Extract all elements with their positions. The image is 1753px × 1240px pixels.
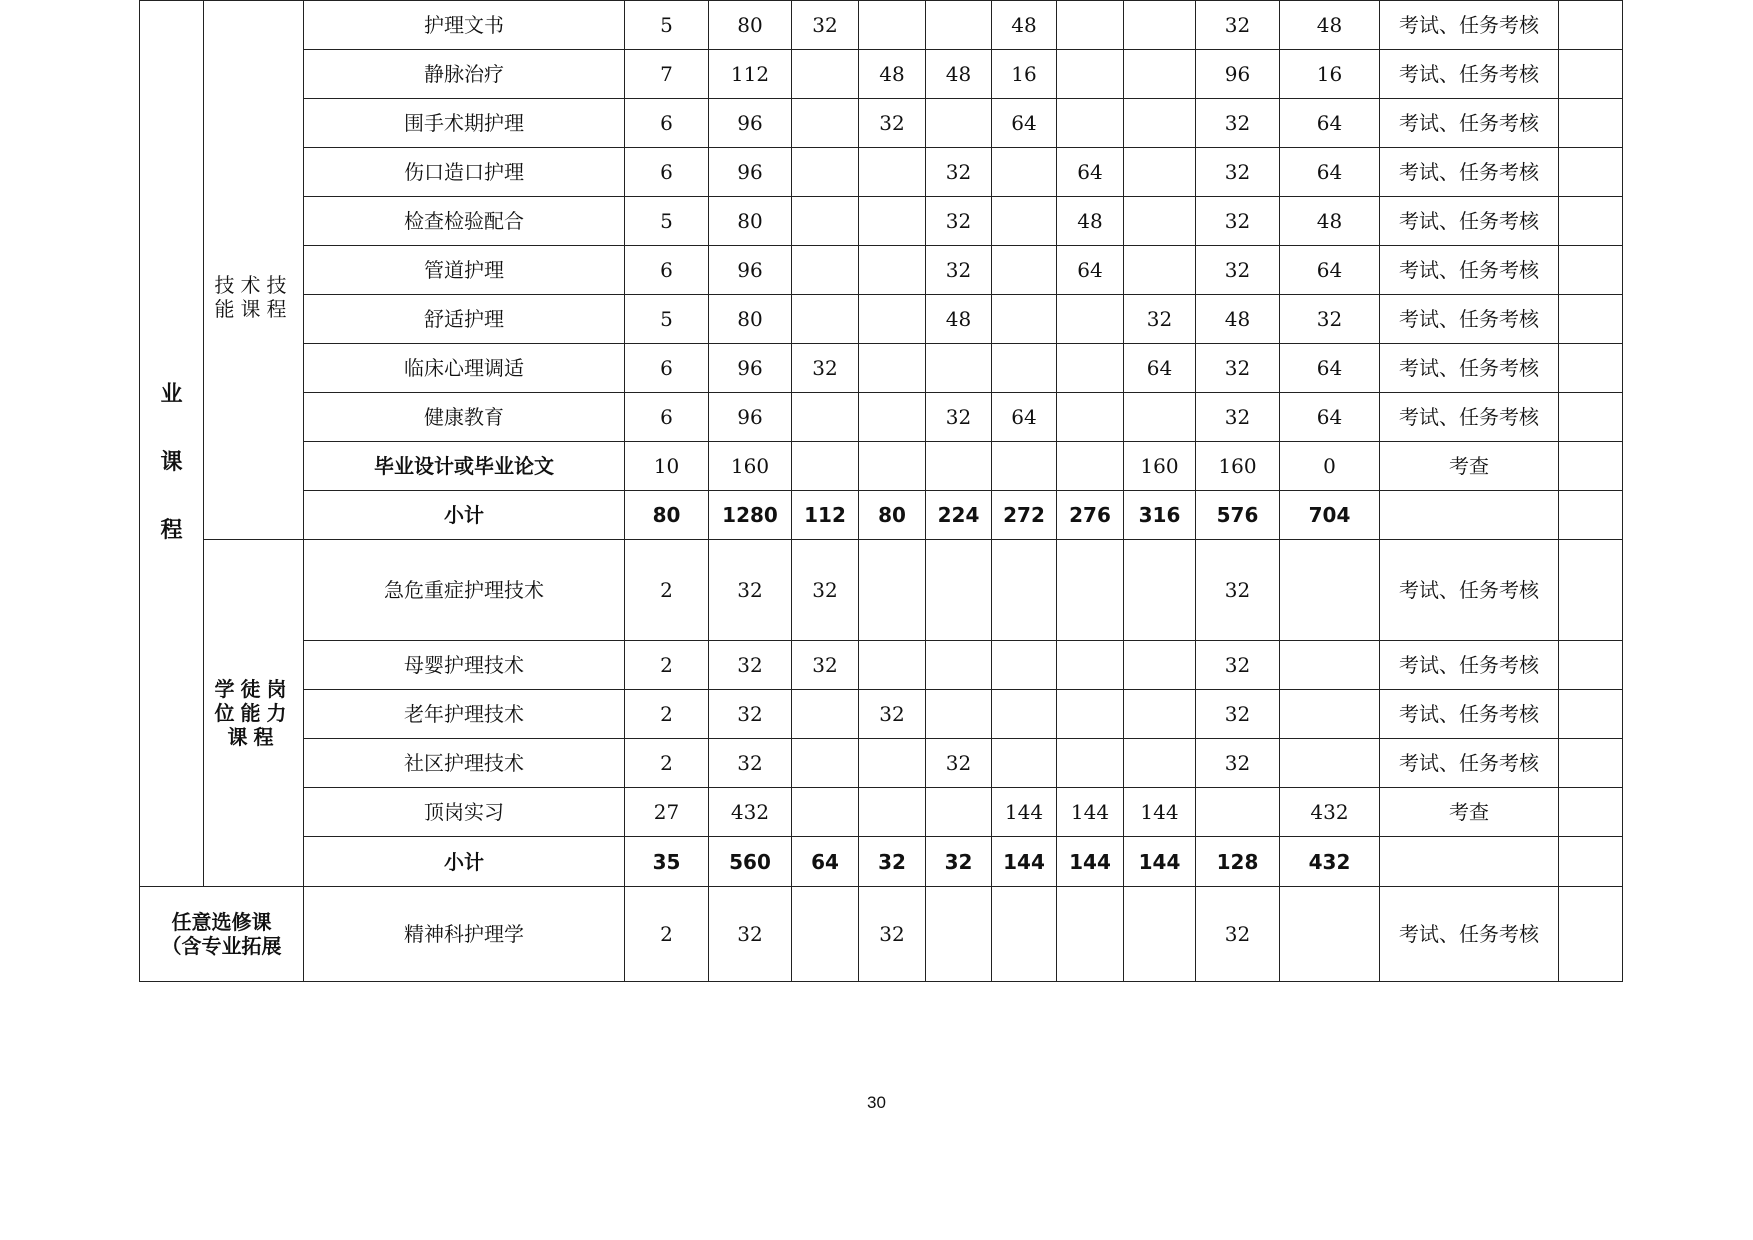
hours-cell: 5 [625,1,709,50]
curriculum-table [139,0,1623,982]
hours-cell: 32 [792,1,859,50]
hours-cell: 16 [1280,50,1380,99]
remark-cell [1559,99,1623,148]
course-name-cell: 母婴护理技术 [304,641,625,690]
hours-cell [792,295,859,344]
hours-cell: 0 [1280,442,1380,491]
table-row [140,887,1623,982]
hours-cell: 2 [625,690,709,739]
hours-cell: 64 [1280,393,1380,442]
table-row [140,197,1623,246]
table-row [140,50,1623,99]
hours-cell [1057,540,1124,641]
hours-cell: 6 [625,99,709,148]
hours-cell: 32 [1196,540,1280,641]
hours-cell [1124,246,1196,295]
hours-cell: 48 [859,50,926,99]
hours-cell [1280,540,1380,641]
course-name-cell: 健康教育 [304,393,625,442]
assessment-cell: 考试、任务考核 [1380,690,1559,739]
hours-cell: 48 [1280,1,1380,50]
course-name-cell: 小计 [304,491,625,540]
hours-cell: 2 [625,641,709,690]
hours-cell: 32 [792,344,859,393]
course-name-cell: 临床心理调适 [304,344,625,393]
hours-cell: 80 [859,491,926,540]
hours-cell: 32 [792,641,859,690]
hours-cell: 32 [1196,344,1280,393]
course-name-cell: 社区护理技术 [304,739,625,788]
hours-cell: 96 [1196,50,1280,99]
hours-cell [926,641,992,690]
hours-cell: 32 [709,540,792,641]
hours-cell [1124,393,1196,442]
page-number: 30 [867,1093,886,1112]
hours-cell [1124,1,1196,50]
hours-cell: 96 [709,393,792,442]
assessment-cell: 考试、任务考核 [1380,1,1559,50]
hours-cell: 112 [709,50,792,99]
hours-cell [859,393,926,442]
hours-cell: 64 [992,99,1057,148]
hours-cell: 160 [1196,442,1280,491]
remark-cell [1559,887,1623,982]
hours-cell [792,148,859,197]
remark-cell [1559,148,1623,197]
elective-label-line: 任意选修课 [171,910,272,934]
hours-cell [992,295,1057,344]
hours-cell: 6 [625,344,709,393]
hours-cell: 32 [1196,641,1280,690]
hours-cell: 32 [709,641,792,690]
hours-cell [1057,50,1124,99]
remark-cell [1559,295,1623,344]
hours-cell [792,788,859,837]
hours-cell: 32 [709,887,792,982]
hours-cell [926,99,992,148]
hours-cell: 6 [625,148,709,197]
hours-cell: 32 [859,99,926,148]
hours-cell: 32 [1196,690,1280,739]
hours-cell [792,50,859,99]
hours-cell: 64 [1280,148,1380,197]
hours-cell [1124,50,1196,99]
hours-cell [1196,788,1280,837]
table-row [140,344,1623,393]
hours-cell: 32 [859,690,926,739]
hours-cell [1124,690,1196,739]
course-name-cell: 舒适护理 [304,295,625,344]
hours-cell [792,442,859,491]
table-row [140,491,1623,540]
hours-cell: 144 [1124,788,1196,837]
hours-cell: 2 [625,887,709,982]
hours-cell [859,641,926,690]
assessment-cell: 考试、任务考核 [1380,540,1559,641]
remark-cell [1559,1,1623,50]
hours-cell: 32 [859,887,926,982]
remark-cell [1559,540,1623,641]
hours-cell: 64 [1280,246,1380,295]
hours-cell [1057,344,1124,393]
hours-cell [1057,442,1124,491]
hours-cell: 35 [625,837,709,887]
hours-cell [859,788,926,837]
hours-cell [859,246,926,295]
hours-cell [859,197,926,246]
remark-cell [1559,788,1623,837]
table-row [140,99,1623,148]
hours-cell [992,887,1057,982]
hours-cell: 32 [709,739,792,788]
remark-cell [1559,393,1623,442]
assessment-cell: 考试、任务考核 [1380,148,1559,197]
hours-cell: 144 [1124,837,1196,887]
hours-cell: 64 [1280,99,1380,148]
category-char: 程 [160,517,183,543]
hours-cell [1124,540,1196,641]
assessment-cell: 考试、任务考核 [1380,393,1559,442]
hours-cell [1057,295,1124,344]
assessment-cell: 考试、任务考核 [1380,641,1559,690]
hours-cell: 32 [709,690,792,739]
hours-cell: 2 [625,739,709,788]
hours-cell [1280,887,1380,982]
hours-cell [792,246,859,295]
course-name-cell: 小计 [304,837,625,887]
hours-cell: 560 [709,837,792,887]
hours-cell: 64 [1057,148,1124,197]
remark-cell [1559,344,1623,393]
hours-cell: 32 [926,246,992,295]
hours-cell [1057,690,1124,739]
table-row [140,442,1623,491]
hours-cell [926,690,992,739]
remark-cell [1559,442,1623,491]
hours-cell: 144 [1057,788,1124,837]
hours-cell: 432 [1280,788,1380,837]
course-name-cell: 毕业设计或毕业论文 [304,442,625,491]
course-name-cell: 护理文书 [304,1,625,50]
hours-cell [859,148,926,197]
hours-cell [792,197,859,246]
hours-cell [1280,690,1380,739]
hours-cell [926,540,992,641]
assessment-cell [1380,491,1559,540]
hours-cell [992,246,1057,295]
hours-cell: 48 [926,295,992,344]
course-name-cell: 检查检验配合 [304,197,625,246]
hours-cell [792,739,859,788]
hours-cell: 704 [1280,491,1380,540]
hours-cell: 2 [625,540,709,641]
hours-cell: 432 [1280,837,1380,887]
curriculum-table-body [140,1,1623,982]
hours-cell: 64 [792,837,859,887]
hours-cell: 32 [859,837,926,887]
hours-cell: 10 [625,442,709,491]
remark-cell [1559,50,1623,99]
hours-cell: 144 [992,788,1057,837]
table-row [140,788,1623,837]
hours-cell: 576 [1196,491,1280,540]
remark-cell [1559,690,1623,739]
assessment-cell: 考试、任务考核 [1380,344,1559,393]
hours-cell [926,344,992,393]
hours-cell [859,1,926,50]
hours-cell [1280,739,1380,788]
table-row [140,1,1623,50]
hours-cell [1124,99,1196,148]
hours-cell: 96 [709,99,792,148]
table-row [140,148,1623,197]
hours-cell [992,690,1057,739]
remark-cell [1559,197,1623,246]
hours-cell: 48 [1057,197,1124,246]
table-row [140,837,1623,887]
table-row [140,739,1623,788]
hours-cell [1124,739,1196,788]
hours-cell: 6 [625,393,709,442]
hours-cell: 276 [1057,491,1124,540]
assessment-cell: 考查 [1380,442,1559,491]
hours-cell [1124,197,1196,246]
hours-cell: 32 [1196,1,1280,50]
hours-cell [992,641,1057,690]
hours-cell [859,739,926,788]
hours-cell [1124,148,1196,197]
remark-cell [1559,739,1623,788]
hours-cell [1057,641,1124,690]
hours-cell: 64 [1280,344,1380,393]
hours-cell: 32 [1196,148,1280,197]
category-cell-elective [140,887,304,982]
remark-cell [1559,246,1623,295]
hours-cell: 48 [926,50,992,99]
assessment-cell: 考试、任务考核 [1380,197,1559,246]
course-name-cell: 急危重症护理技术 [304,540,625,641]
hours-cell: 16 [992,50,1057,99]
hours-cell [926,1,992,50]
hours-cell: 64 [992,393,1057,442]
assessment-cell: 考试、任务考核 [1380,246,1559,295]
hours-cell: 112 [792,491,859,540]
course-name-cell: 老年护理技术 [304,690,625,739]
hours-cell [859,540,926,641]
hours-cell: 32 [926,197,992,246]
remark-cell [1559,837,1623,887]
hours-cell: 32 [1124,295,1196,344]
hours-cell [992,540,1057,641]
course-name-cell: 静脉治疗 [304,50,625,99]
hours-cell [992,148,1057,197]
course-name-cell: 伤口造口护理 [304,148,625,197]
hours-cell: 5 [625,295,709,344]
course-name-cell: 顶岗实习 [304,788,625,837]
hours-cell: 5 [625,197,709,246]
table-row [140,295,1623,344]
hours-cell: 316 [1124,491,1196,540]
hours-cell [992,442,1057,491]
hours-cell [992,197,1057,246]
hours-cell: 32 [926,393,992,442]
assessment-cell [1380,837,1559,887]
hours-cell: 48 [1280,197,1380,246]
hours-cell [1124,887,1196,982]
hours-cell [792,393,859,442]
table-row [140,641,1623,690]
hours-cell: 32 [1196,99,1280,148]
hours-cell: 48 [992,1,1057,50]
hours-cell: 96 [709,148,792,197]
hours-cell: 432 [709,788,792,837]
assessment-cell: 考查 [1380,788,1559,837]
hours-cell [792,99,859,148]
assessment-cell: 考试、任务考核 [1380,295,1559,344]
table-row [140,393,1623,442]
hours-cell [926,887,992,982]
hours-cell [859,295,926,344]
hours-cell: 144 [992,837,1057,887]
hours-cell: 128 [1196,837,1280,887]
hours-cell: 160 [709,442,792,491]
hours-cell: 32 [1196,887,1280,982]
hours-cell [792,887,859,982]
hours-cell: 7 [625,50,709,99]
hours-cell [926,442,992,491]
remark-cell [1559,491,1623,540]
table-row [140,540,1623,641]
hours-cell: 96 [709,246,792,295]
hours-cell [1057,887,1124,982]
assessment-cell: 考试、任务考核 [1380,739,1559,788]
hours-cell [1057,393,1124,442]
hours-cell [859,344,926,393]
hours-cell: 80 [709,1,792,50]
elective-label-line: （含专业拓展 [161,934,282,958]
hours-cell: 80 [709,197,792,246]
category-char: 业 [160,381,183,407]
hours-cell: 96 [709,344,792,393]
hours-cell: 32 [926,837,992,887]
hours-cell: 32 [1196,197,1280,246]
hours-cell: 64 [1124,344,1196,393]
table-row [140,246,1623,295]
hours-cell: 48 [1196,295,1280,344]
assessment-cell: 考试、任务考核 [1380,887,1559,982]
hours-cell: 32 [926,148,992,197]
hours-cell [1057,739,1124,788]
hours-cell: 1280 [709,491,792,540]
hours-cell: 80 [625,491,709,540]
hours-cell [992,344,1057,393]
hours-cell [792,690,859,739]
category-char: 课 [160,449,183,475]
hours-cell [859,442,926,491]
course-name-cell: 围手术期护理 [304,99,625,148]
category-cell-apprentice: 学徒岗位能力课程 [204,540,304,887]
hours-cell: 32 [1196,393,1280,442]
hours-cell: 6 [625,246,709,295]
hours-cell [1057,1,1124,50]
category-cell-professional [140,1,204,887]
hours-cell [992,739,1057,788]
category-cell-tech-skill: 技术技能课程 [204,1,304,540]
hours-cell: 144 [1057,837,1124,887]
course-name-cell: 精神科护理学 [304,887,625,982]
hours-cell [1124,641,1196,690]
hours-cell: 224 [926,491,992,540]
hours-cell: 80 [709,295,792,344]
hours-cell [926,788,992,837]
hours-cell [1280,641,1380,690]
table-row [140,690,1623,739]
hours-cell: 32 [1196,739,1280,788]
hours-cell: 27 [625,788,709,837]
hours-cell: 160 [1124,442,1196,491]
hours-cell: 32 [1280,295,1380,344]
hours-cell: 32 [792,540,859,641]
hours-cell: 32 [926,739,992,788]
hours-cell: 64 [1057,246,1124,295]
assessment-cell: 考试、任务考核 [1380,50,1559,99]
hours-cell: 272 [992,491,1057,540]
assessment-cell: 考试、任务考核 [1380,99,1559,148]
hours-cell: 32 [1196,246,1280,295]
remark-cell [1559,641,1623,690]
hours-cell [1057,99,1124,148]
course-name-cell: 管道护理 [304,246,625,295]
